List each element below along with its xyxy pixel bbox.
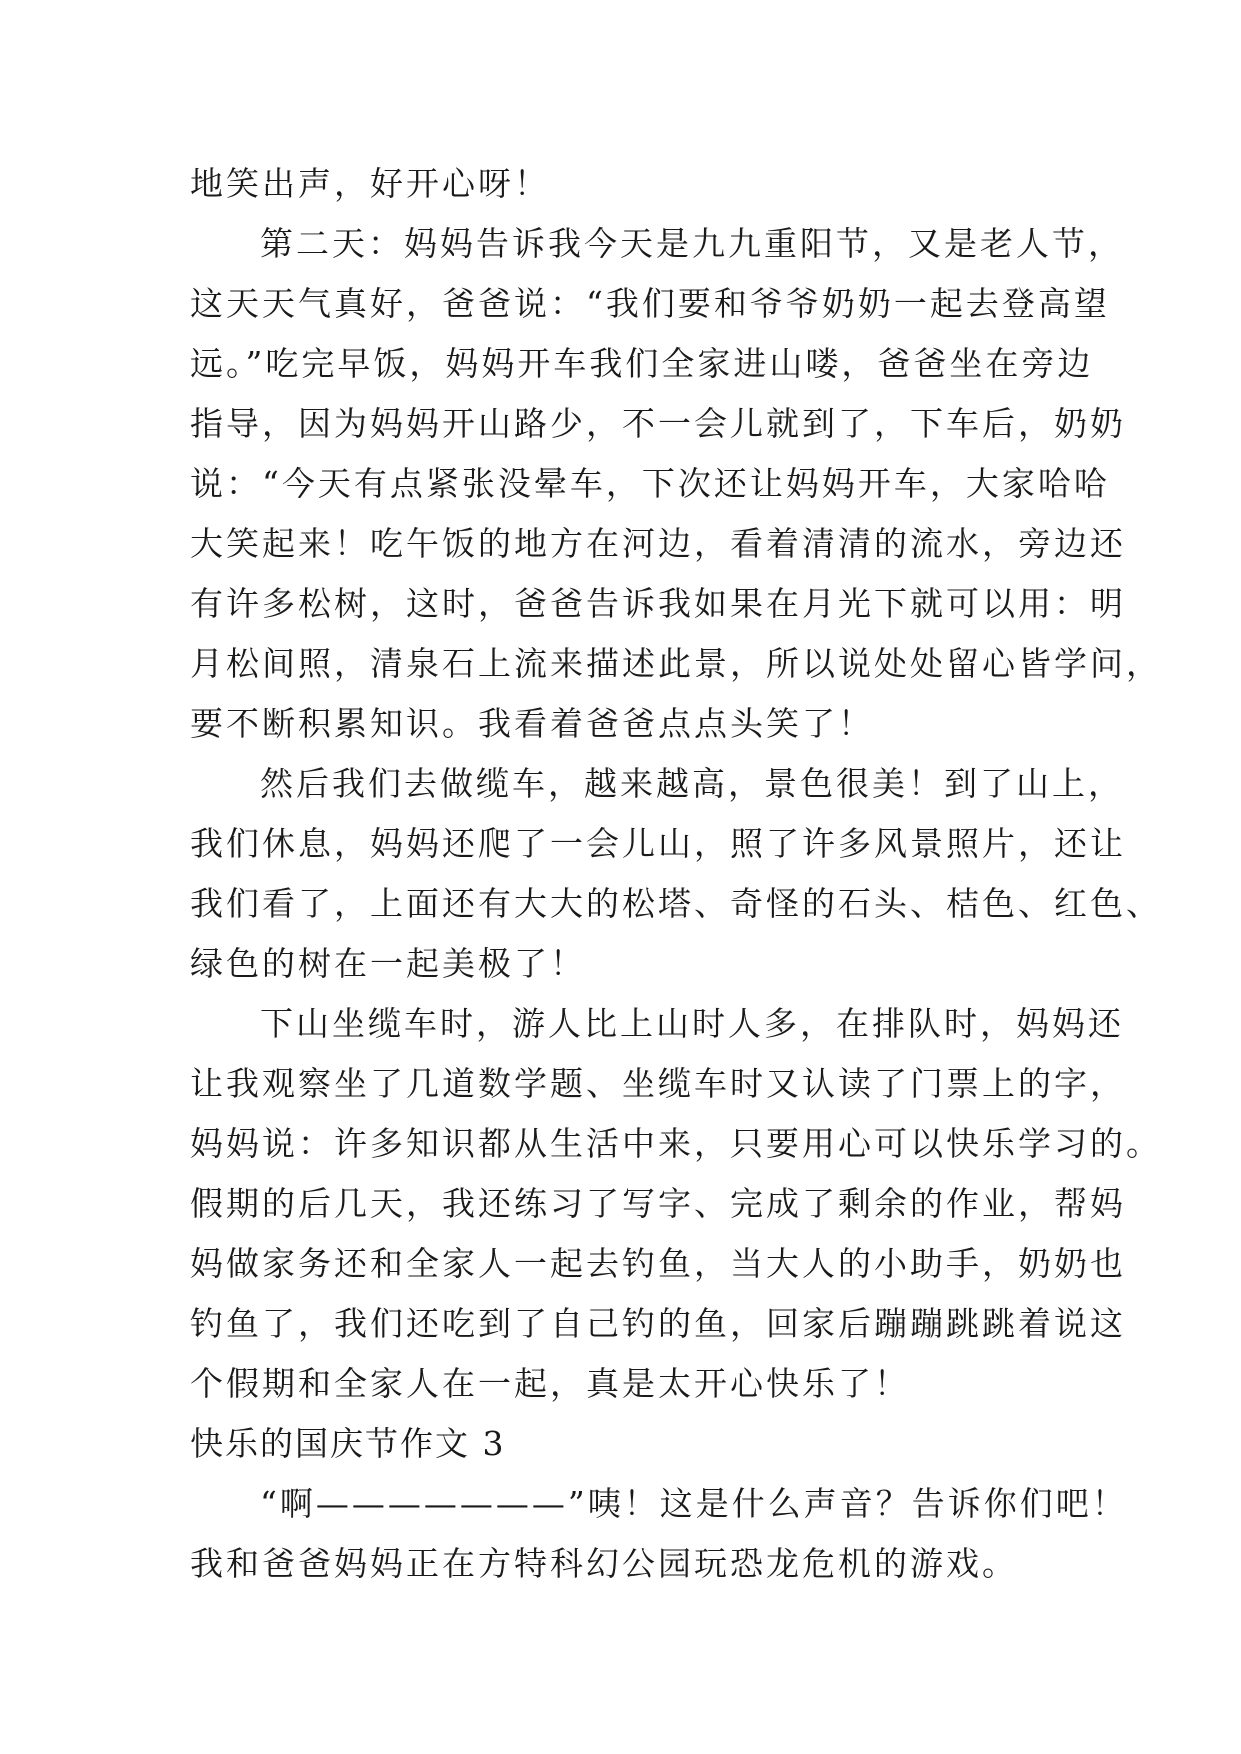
text-line: 远。”吃完早饭，妈妈开车我们全家进山喽，爸爸坐在旁边 — [190, 344, 1094, 383]
text-line: 月松间照，清泉石上流来描述此景，所以说处处留心皆学问， — [190, 644, 1162, 683]
text-line: 我们休息，妈妈还爬了一会儿山，照了许多风景照片，还让 — [190, 824, 1126, 863]
text-line: 有许多松树，这时，爸爸告诉我如果在月光下就可以用：明 — [190, 584, 1126, 623]
text-line: 大笑起来！吃午饭的地方在河边，看着清清的流水，旁边还 — [190, 524, 1126, 563]
text-line: 钓鱼了，我们还吃到了自己钓的鱼，回家后蹦蹦跳跳着说这 — [190, 1304, 1126, 1343]
text-line: 要不断积累知识。我看着爸爸点点头笑了！ — [190, 704, 874, 743]
text-line: 妈做家务还和全家人一起去钓鱼，当大人的小助手，奶奶也 — [190, 1244, 1126, 1283]
text-line: 假期的后几天，我还练习了写字、完成了剩余的作业，帮妈 — [190, 1184, 1126, 1223]
essay-heading: 快乐的国庆节作文 3 — [190, 1424, 506, 1463]
paragraph-start-line: “啊———————”咦！这是什么声音？告诉你们吧！ — [260, 1484, 1128, 1523]
paragraph-start-line: 第二天：妈妈告诉我今天是九九重阳节，又是老人节， — [260, 224, 1124, 263]
paragraph-start-line: 然后我们去做缆车，越来越高，景色很美！到了山上， — [260, 764, 1124, 803]
text-line: 地笑出声，好开心呀！ — [190, 164, 550, 203]
text-line: 个假期和全家人在一起，真是太开心快乐了！ — [190, 1364, 910, 1403]
essay-body — [190, 154, 1162, 1594]
text-line: 绿色的树在一起美极了！ — [190, 944, 586, 983]
text-line: 指导，因为妈妈开山路少，不一会儿就到了，下车后，奶奶 — [190, 404, 1126, 443]
text-line: 妈妈说：许多知识都从生活中来，只要用心可以快乐学习的。 — [190, 1124, 1162, 1163]
text-line: 我和爸爸妈妈正在方特科幻公园玩恐龙危机的游戏。 — [190, 1544, 1018, 1583]
text-line: 让我观察坐了几道数学题、坐缆车时又认读了门票上的字， — [190, 1064, 1126, 1103]
text-line: 说：“今天有点紧张没晕车，下次还让妈妈开车，大家哈哈 — [190, 464, 1110, 503]
text-line: 这天天气真好，爸爸说：“我们要和爷爷奶奶一起去登高望 — [190, 284, 1110, 323]
paragraph-start-line: 下山坐缆车时，游人比上山时人多，在排队时，妈妈还 — [260, 1004, 1124, 1043]
text-line: 我们看了，上面还有大大的松塔、奇怪的石头、桔色、红色、 — [190, 884, 1162, 923]
